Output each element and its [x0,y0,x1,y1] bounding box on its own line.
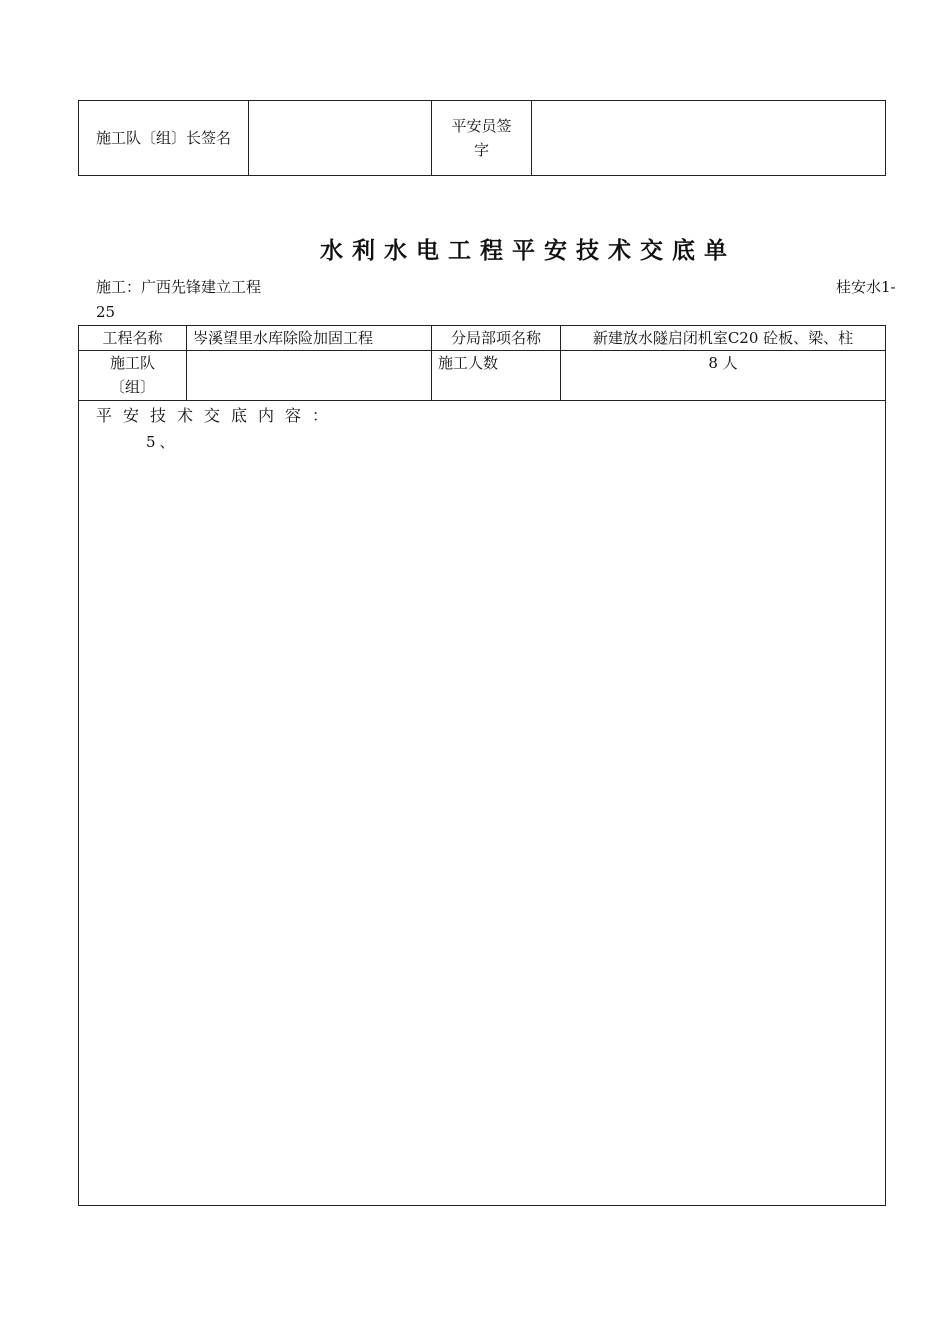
workers-label: 施工人数 [432,351,561,401]
document-code-continued: 25 [96,303,116,321]
workers-value: 8 人 [561,351,886,401]
team-label: 施工队〔组〕 [79,351,187,401]
safety-officer-signature-label: 平安员签字 [432,101,532,176]
safety-officer-signature-field[interactable] [532,101,886,176]
project-info-table [78,325,886,401]
construction-unit: 施工：广西先锋建立工程 [96,278,262,296]
safety-content-label: 平安技术交底内容： [96,406,340,425]
project-name-label: 工程名称 [79,326,187,351]
leader-signature-label: 施工队〔组〕长签名 [79,101,249,176]
page-title: 水利水电工程平安技术交底单 [320,238,736,264]
leader-signature-field[interactable] [249,101,432,176]
sub-item-label: 分局部项名称 [432,326,561,351]
safety-content-item: 5、 [146,433,179,451]
team-value[interactable] [187,351,432,401]
signature-table [78,100,886,176]
sub-item-value: 新建放水隧启闭机室C20 砼板、梁、柱 [561,326,886,351]
safety-content-box [78,401,886,1206]
project-name-value: 岑溪望里水库除险加固工程 [187,326,432,351]
document-code: 桂安水1- [836,278,896,296]
